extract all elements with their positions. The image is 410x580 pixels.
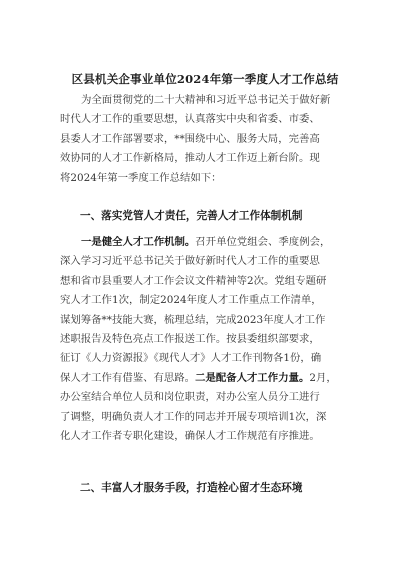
intro-line: 效协同的人才工作新格局，推动人才工作迈上新台阶。现 xyxy=(60,152,320,165)
paragraph-line: 想和省市县重要人才工作会议文件精神等2次。党组专题研 xyxy=(60,274,327,287)
paragraph-line xyxy=(60,369,352,388)
paragraph-line: 谋划筹备**技能大赛，梳理总结，完成2023年度人才工作 xyxy=(60,313,326,326)
paragraph-line: 究人才工作1次，制定2024年度人才工作重点工作清单， xyxy=(60,294,322,307)
section-1-paragraph xyxy=(60,233,352,446)
intro-paragraph xyxy=(60,91,352,188)
paragraph-text: 2月， xyxy=(309,371,337,384)
paragraph-text: 保人才工作有借鉴、有思路。 xyxy=(60,371,196,384)
paragraph-line: 述职报告及特色亮点工作报送工作。按县委组织部要求， xyxy=(60,332,320,345)
intro-line: 时代人才工作的重要思想，认真落实中央和省委、市委、 xyxy=(60,113,320,126)
document-title: 区县机关企事业单位2024年第一季度人才工作总结 xyxy=(71,72,339,86)
intro-line: 为全面贯彻党的二十大精神和习近平总书记关于做好新 xyxy=(81,94,331,106)
paragraph-line xyxy=(60,233,352,252)
point-1-lead: 一是健全人才工作机制。 xyxy=(81,236,196,248)
section-1-heading: 一、落实党管人才责任，完善人才工作体制机制 xyxy=(80,210,303,222)
paragraph-line: 化人才工作者专职化建设，确保人才工作规范有序推进。 xyxy=(60,429,320,442)
paragraph-line: 了调整，明确负责人才工作的同志并开展专项培训1次，深 xyxy=(60,410,327,423)
point-2-lead: 二是配备人才工作力量。 xyxy=(195,371,310,384)
paragraph-line: 深入学习习近平总书记关于做好新时代人才工作的重要思 xyxy=(60,255,320,268)
paragraph-line: 征订《人力资源报》《现代人才》人才工作刊物各1份，确 xyxy=(60,352,322,365)
intro-line: 将2024年第一季度工作总结如下： xyxy=(60,171,222,184)
section-2-heading: 二、丰富人才服务手段，打造栓心留才生态环境 xyxy=(80,482,303,494)
paragraph-line: 办公室结合单位人员和岗位职责，对办公室人员分工进行 xyxy=(60,391,320,404)
paragraph-text: 召开单位党组会、季度例会， xyxy=(195,236,331,248)
intro-line: 县委人才工作部署要求，**围绕中心、服务大局，完善高 xyxy=(60,132,320,145)
